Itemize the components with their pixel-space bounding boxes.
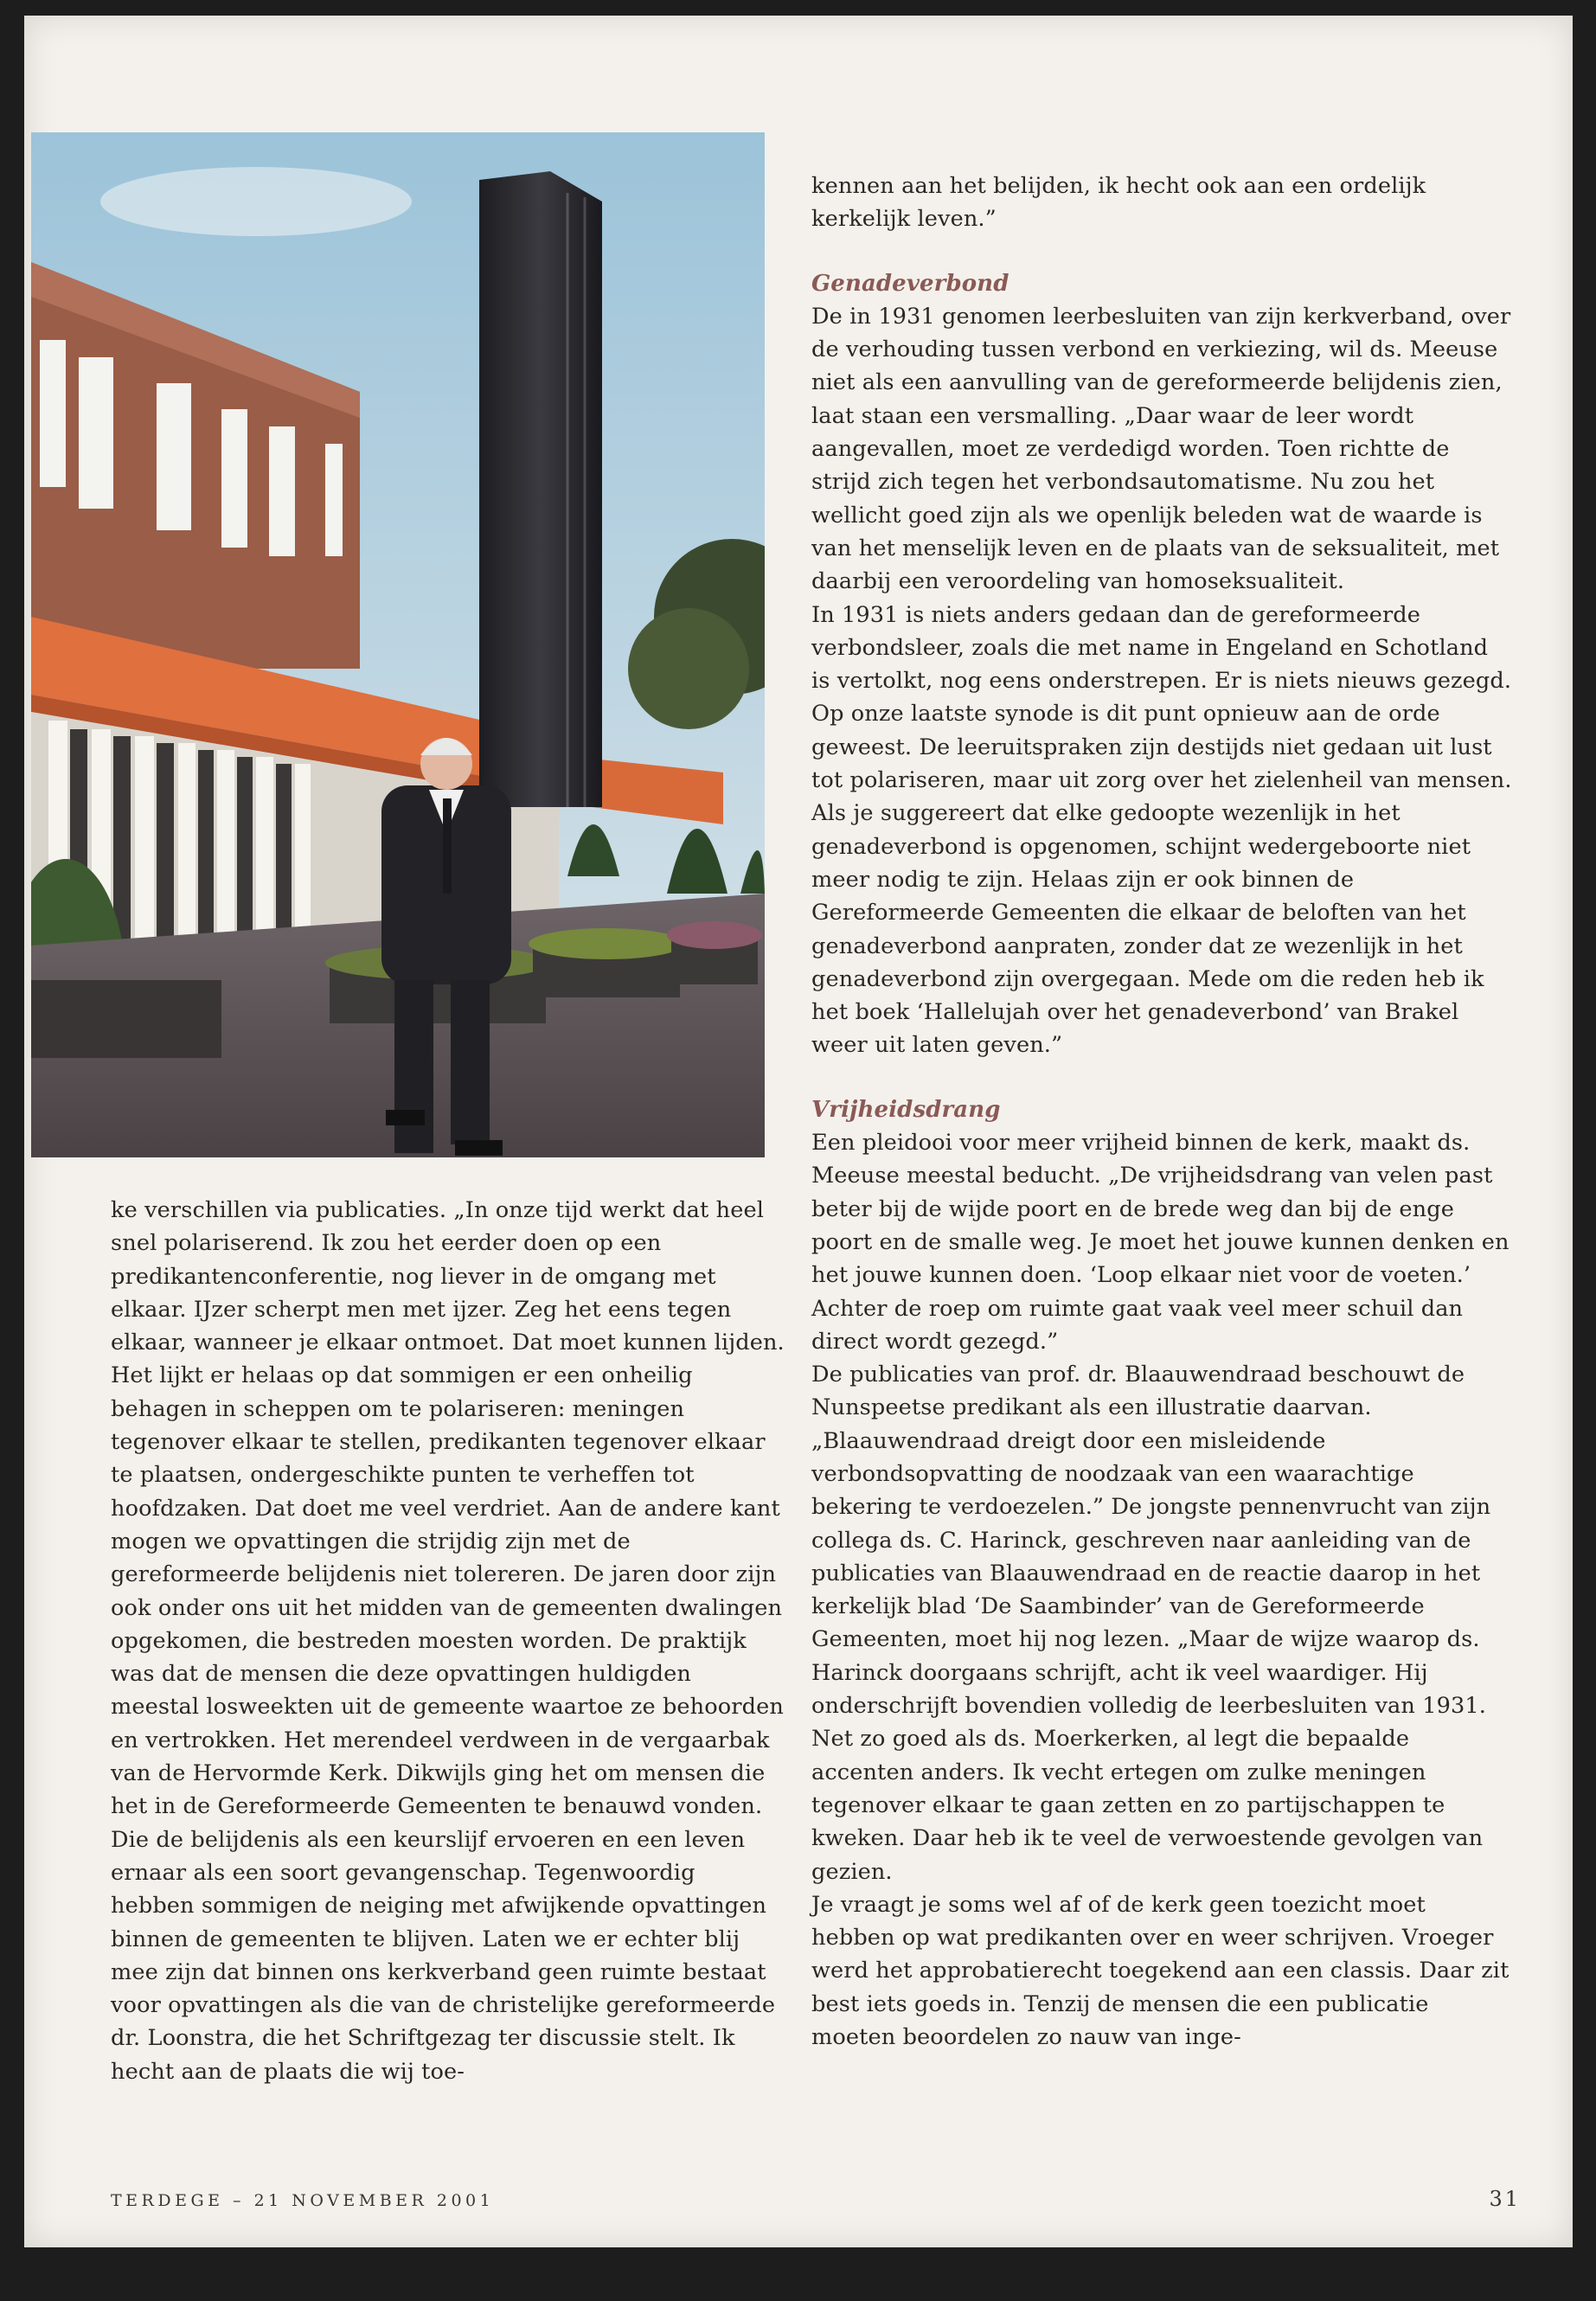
- section-heading-vrijheidsdrang: Vrijheidsdrang: [811, 1096, 1001, 1123]
- paragraph: In 1931 is niets anders gedaan dan de gereformeerde verbondsleer, zoals die met name in Engeland en Schotland is vertolkt, nog eens onderstrepen. Er is niets nieuws gezegd. Op onze laatste synode is dit punt opnieuw aan de orde geweest. De leeruitspraken zijn destijds niet gedaan uit lust tot polariseren, maar uit zorg over het zielenheil van mensen. Als je suggereert dat elke gedoopte wezenlijk in het genadeverbond is opgenomen, schijnt wedergeboorte niet meer nodig te zijn. Helaas zijn er ook binnen de Gereformeerde Gemeenten die elkaar de beloften van het genadeverbond aanpraten, zonder dat ze wezenlijk in het genadeverbond zijn overgegaan. Mede om die reden heb ik het boek ‘Hallelujah over het genadeverbond’ van Brakel weer uit laten geven.”: [811, 601, 1512, 1059]
- magazine-page: [24, 16, 1573, 2247]
- paragraph: Een pleidooi voor meer vrijheid binnen de kerk, maakt ds. Meeuse meestal beducht. „De vrijheidsdrang van velen past beter bij de wijde poort en de brede weg dan bij de enge poort en de smalle weg. Je moet het jouwe kunnen denken en het jouwe kunnen doen. ‘Loop elkaar niet voor de voeten.’ Achter de roep om ruimte gaat vaak veel meer schuil dan direct wordt gezegd.”: [811, 1130, 1509, 1355]
- paragraph: De publicaties van prof. dr. Blaauwendraad beschouwt de Nunspeetse predikant als een illustratie daarvan. „Blaauwendraad dreigt door een misleidende verbondsopvatting de noodzaak van een waarachtige bekering te verdoezelen.” De jongste pennenvrucht van zijn collega ds. C. Harinck, geschreven naar aanleiding van de publicaties van Blaauwendraad en de reactie daarop in het kerkelijk blad ‘De Saambinder’ van de Gereformeerde Gemeenten, moet hij nog lezen. „Maar de wijze waarop ds. Harinck doorgaans schrijft, acht ik veel waardiger. Hij onderschrijft bovendien volledig de leerbesluiten van 1931. Net zo goed als ds. Moerkerken, al legt die bepaalde accenten anders. Ik vecht ertegen om zulke meningen tegenover elkaar te gaan zetten en zo partijschappen te kweken. Daar heb ik te veel de verwoestende gevolgen van gezien.: [811, 1362, 1491, 1885]
- church-photo-image: [31, 132, 765, 1157]
- section-heading-genadeverbond: Genadeverbond: [811, 270, 1010, 297]
- paragraph: De in 1931 genomen leerbesluiten van zijn kerkverband, over de verhouding tussen verbond en verkiezing, wil ds. Meeuse niet als een aanvulling van de gereformeerde belijdenis zien, laat staan een versmalling. „Daar waar de leer wordt aangevallen, moet ze verdedigd worden. Toen richtte de strijd zich tegen het verbondsautomatisme. Nu zou het wellicht goed zijn als we openlijk beleden wat de waarde is van het menselijk leven en de plaats van de seksualiteit, met daarbij een veroordeling van homoseksualiteit.: [811, 303, 1511, 595]
- right-column-opening: kennen aan het belijden, ik hecht ook aan een ordelijk kerkelijk leven.”: [811, 173, 1426, 233]
- left-column: [111, 1194, 785, 2088]
- page-number: 31: [1489, 2187, 1521, 2211]
- footer-publication: TERDEGE – 21 NOVEMBER 2001: [111, 2191, 495, 2210]
- right-column: [811, 170, 1512, 2054]
- church-photo: [31, 132, 765, 1157]
- paragraph: ke verschillen via publicaties. „In onze tijd werkt dat heel snel polariserend. Ik zou het eerder doen op een predikantenconferentie, nog liever in de omgang met elkaar. IJzer scherpt men met ijzer. Zeg het eens tegen elkaar, wanneer je elkaar ontmoet. Dat moet kunnen lijden. Het lijkt er helaas op dat sommigen er een onheilig behagen in scheppen om te polariseren: meningen tegenover elkaar te stellen, predikanten tegenover elkaar te plaatsen, ondergeschikte punten te verheffen tot hoofdzaken. Dat doet me veel verdriet. Aan de andere kant mogen we opvattingen die strijdig zijn met de gereformeerde belijdenis niet tolereren. De jaren door zijn ook onder ons uit het midden van de gemeenten dwalingen opgekomen, die bestreden moesten worden. De praktijk was dat de mensen die deze opvattingen huldigden meestal losweekten uit de gemeente waartoe ze behoorden en vertrokken. Het merendeel verdween in de vergaarbak van de Hervormde Kerk. Dikwijls ging het om mensen die het in de Gereformeerde Gemeenten te benauwd vonden. Die de belijdenis als een keurslijf ervoeren en een leven ernaar als een soort gevangenschap. Tegenwoordig hebben sommigen de neiging met afwijkende opvattingen binnen de gemeenten te blijven. Laten we er echter blij mee zijn dat binnen ons kerkverband geen ruimte bestaat voor opvattingen als die van de christelijke gereformeerde dr. Loonstra, die het Schriftgezag ter discussie stelt. Ik hecht aan de plaats die wij toe-: [111, 1197, 785, 2085]
- paragraph: Je vraagt je soms wel af of de kerk geen toezicht moet hebben op wat predikanten over en weer schrijven. Vroeger werd het approbatierecht toegekend aan een classis. Daar zit best iets goeds in. Tenzij de mensen die een publicatie moeten beoordelen zo nauw van inge-: [811, 1891, 1509, 2051]
